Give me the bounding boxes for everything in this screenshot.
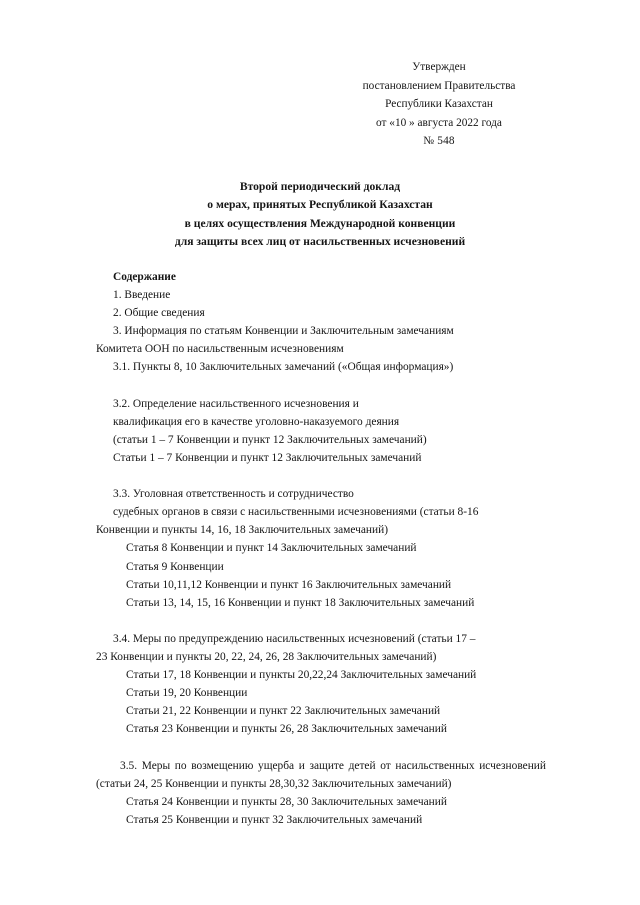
approval-header bbox=[330, 58, 548, 151]
toc-item-3-3-sub-4: Статьи 13, 14, 15, 16 Конвенции и пункт 18 Заключительных замечаний bbox=[126, 596, 475, 609]
spacer-before-3-4 bbox=[96, 612, 546, 630]
approval-document-number: № 548 bbox=[423, 135, 455, 148]
table-of-contents bbox=[96, 268, 546, 829]
toc-item-3-4-sub-3: Статьи 21, 22 Конвенции и пункт 22 Заключительных замечаний bbox=[126, 705, 441, 718]
toc-item-3-5-paragraph: 3.5. Меры по возмещению ущерба и защите детей от насильственных исчезновений (статьи 24, 25 Конвенции и пункты 28,30,32 Заключительных замечаний) bbox=[96, 759, 546, 790]
toc-item-3-5 bbox=[96, 757, 546, 829]
toc-item-3-4 bbox=[96, 630, 546, 739]
toc-item-3-2 bbox=[96, 395, 546, 467]
spacer-before-3-2 bbox=[96, 377, 546, 395]
toc-item-3-3-sub-1: Статья 8 Конвенции и пункт 14 Заключительных замечаний bbox=[126, 542, 417, 555]
spacer-before-3-3 bbox=[96, 467, 546, 485]
toc-item-3-line-1: 3. Информация по статьям Конвенции и Заключительным замечаниям bbox=[113, 325, 454, 338]
approval-line-1: Утвержден bbox=[412, 61, 466, 73]
toc-item-3-line-2: Комитета ООН по насильственным исчезновениям bbox=[96, 343, 344, 356]
approval-line-4: от «10 » августа 2022 года bbox=[376, 116, 502, 129]
toc-item-3-4-sub-2: Статьи 19, 20 Конвенции bbox=[126, 687, 248, 700]
toc-item-1: 1. Введение bbox=[113, 289, 171, 302]
page-title bbox=[70, 178, 570, 252]
toc-item-3-4-sub-1: Статьи 17, 18 Конвенции и пункты 20,22,24 Заключительных замечаний bbox=[126, 669, 477, 682]
toc-item-3-2-line-4: Статьи 1 – 7 Конвенции и пункт 12 Заключительных замечаний bbox=[113, 451, 422, 464]
toc-item-3-3-line-1: 3.3. Уголовная ответственность и сотрудничество bbox=[113, 488, 354, 501]
title-line-3: в целях осуществления Международной конвенции bbox=[184, 216, 456, 230]
toc-item-3-3-line-3: Конвенции и пункты 14, 16, 18 Заключительных замечаний) bbox=[96, 524, 389, 537]
approval-line-3: Республики Казахстан bbox=[385, 98, 493, 111]
toc-item-3-4-line-1: 3.4. Меры по предупреждению насильственных исчезновений (статьи 17 – bbox=[113, 632, 476, 645]
toc-item-3-2-line-3: (статьи 1 – 7 Конвенции и пункт 12 Заключительных замечаний) bbox=[113, 433, 427, 446]
toc-item-2: 2. Общие сведения bbox=[113, 307, 205, 320]
toc-item-3-1: 3.1. Пункты 8, 10 Заключительных замечаний («Общая информация») bbox=[113, 361, 454, 374]
toc-item-3-4-line-2: 23 Конвенции и пункты 20, 22, 24, 26, 28 Заключительных замечаний) bbox=[96, 650, 437, 663]
toc-item-3-3 bbox=[96, 485, 546, 612]
title-line-2: о мерах, принятых Республикой Казахстан bbox=[207, 198, 433, 212]
toc-item-3-4-sub-4: Статья 23 Конвенции и пункты 26, 28 Заключительных замечаний bbox=[126, 723, 447, 736]
title-line-1: Второй периодический доклад bbox=[239, 180, 401, 193]
toc-item-3-3-sub-3: Статьи 10,11,12 Конвенции и пункт 16 Заключительных замечаний bbox=[126, 578, 452, 591]
approval-line-2: постановлением Правительства bbox=[362, 79, 516, 92]
title-line-4: для защиты всех лиц от насильственных исчезновений bbox=[174, 235, 466, 249]
toc-item-3-5-sub-2: Статья 25 Конвенции и пункт 32 Заключительных замечаний bbox=[126, 813, 423, 826]
toc-item-3-2-line-1: 3.2. Определение насильственного исчезновения и bbox=[113, 397, 359, 410]
toc-item-3-3-sub-2: Статья 9 Конвенции bbox=[126, 560, 224, 573]
toc-item-3-2-line-2: квалификация его в качестве уголовно-наказуемого деяния bbox=[113, 415, 400, 428]
contents-heading: Содержание bbox=[113, 271, 176, 283]
spacer-before-3-5 bbox=[96, 738, 546, 756]
toc-item-3-5-sub-1: Статья 24 Конвенции и пункты 28, 30 Заключительных замечаний bbox=[126, 795, 447, 808]
toc-item-3-3-line-2: судебных органов в связи с насильственными исчезновениями (статьи 8-16 bbox=[113, 506, 479, 519]
